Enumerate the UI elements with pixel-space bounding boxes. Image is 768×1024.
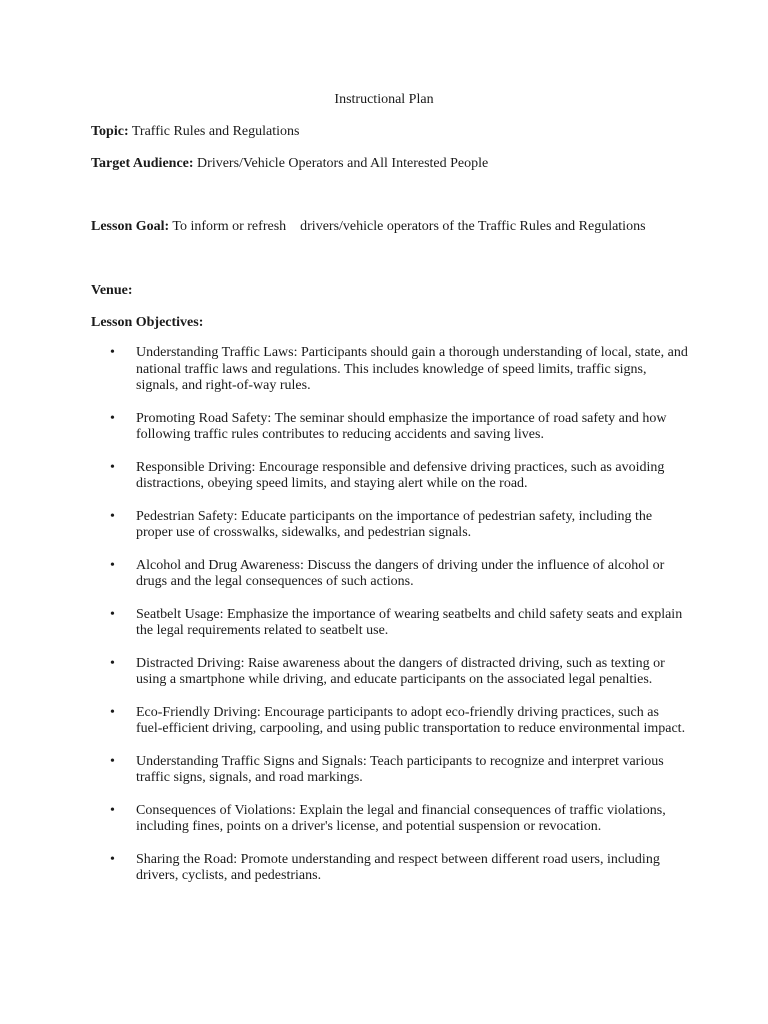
objective-text: Seatbelt Usage: Emphasize the importance of wearing seatbelts and child safety seats and explain the legal requirements related to seatbelt use. [136, 606, 683, 638]
list-item [0, 852, 768, 885]
objective-text: Understanding Traffic Signs and Signals: Teach participants to recognize and interpret various traffic signs, signals, and road markings. [136, 753, 664, 785]
objective-text: Consequences of Violations: Explain the legal and financial consequences of traffic violations, including fines, points on a driver's license, and potential suspension or revocation. [136, 802, 666, 834]
objective-text: Understanding Traffic Laws: Participants should gain a thorough understanding of local, state, and national traffic laws and regulations. This includes knowledge of speed limits, traffic signs, signals, and right-of-way rules. [136, 345, 688, 393]
objective-text: Distracted Driving: Raise awareness about the dangers of distracted driving, such as texting or using a smartphone while driving, and educate participants on the associated legal penalties. [136, 655, 665, 687]
objective-text: Alcohol and Drug Awareness: Discuss the dangers of driving under the influence of alcohol or drugs and the legal consequences of such actions. [136, 557, 665, 589]
bullet-icon: • [110, 508, 115, 524]
list-item [0, 411, 768, 444]
objective-text: Sharing the Road: Promote understanding and respect between different road users, including drivers, cyclists, and pedestrians. [136, 851, 660, 883]
list-item [0, 803, 768, 836]
venue-label: Venue: [91, 283, 133, 298]
audience-label: Target Audience: [91, 156, 194, 171]
objectives-label: Lesson Objectives: [91, 315, 204, 330]
bullet-icon: • [110, 345, 115, 360]
bullet-icon: • [110, 753, 115, 769]
list-item [0, 345, 768, 395]
objectives-heading [91, 315, 203, 331]
list-item [0, 460, 768, 493]
bullet-icon: • [110, 557, 115, 573]
topic-line [91, 124, 299, 140]
list-item [0, 754, 768, 787]
objective-text: Pedestrian Safety: Educate participants on the importance of pedestrian safety, including the proper use of crosswalks, sidewalks, and pedestrian signals. [136, 508, 653, 540]
bullet-icon: • [110, 802, 115, 818]
audience-value: Drivers/Vehicle Operators and All Interested People [193, 156, 489, 171]
list-item [0, 509, 768, 542]
objective-text: Eco-Friendly Driving: Encourage participants to adopt eco-friendly driving practices, such as fuel-efficient driving, carpooling, and using public transportation to reduce environmental impact. [136, 704, 686, 736]
objective-text: Responsible Driving: Encourage responsible and defensive driving practices, such as avoiding distractions, obeying speed limits, and staying alert while on the road. [136, 459, 665, 491]
venue-line [91, 283, 133, 299]
topic-value: Traffic Rules and Regulations [128, 124, 300, 139]
bullet-icon: • [110, 704, 115, 720]
list-item [0, 656, 768, 689]
goal-line [91, 219, 646, 235]
bullet-icon: • [110, 459, 115, 475]
audience-line [91, 156, 488, 172]
topic-label: Topic: [91, 124, 129, 139]
bullet-icon: • [110, 606, 115, 622]
goal-value: To inform or refresh drivers/vehicle operators of the Traffic Rules and Regulations [169, 219, 646, 234]
bullet-icon: • [110, 410, 115, 426]
list-item [0, 705, 768, 738]
list-item [0, 558, 768, 591]
document-title: Instructional Plan [334, 92, 434, 107]
bullet-icon: • [110, 655, 115, 671]
bullet-icon: • [110, 851, 115, 867]
goal-label: Lesson Goal: [91, 219, 170, 234]
list-item [0, 607, 768, 640]
objective-text: Promoting Road Safety: The seminar should emphasize the importance of road safety and how following traffic rules contributes to reducing accidents and saving lives. [136, 410, 667, 442]
objectives-list [0, 345, 768, 901]
